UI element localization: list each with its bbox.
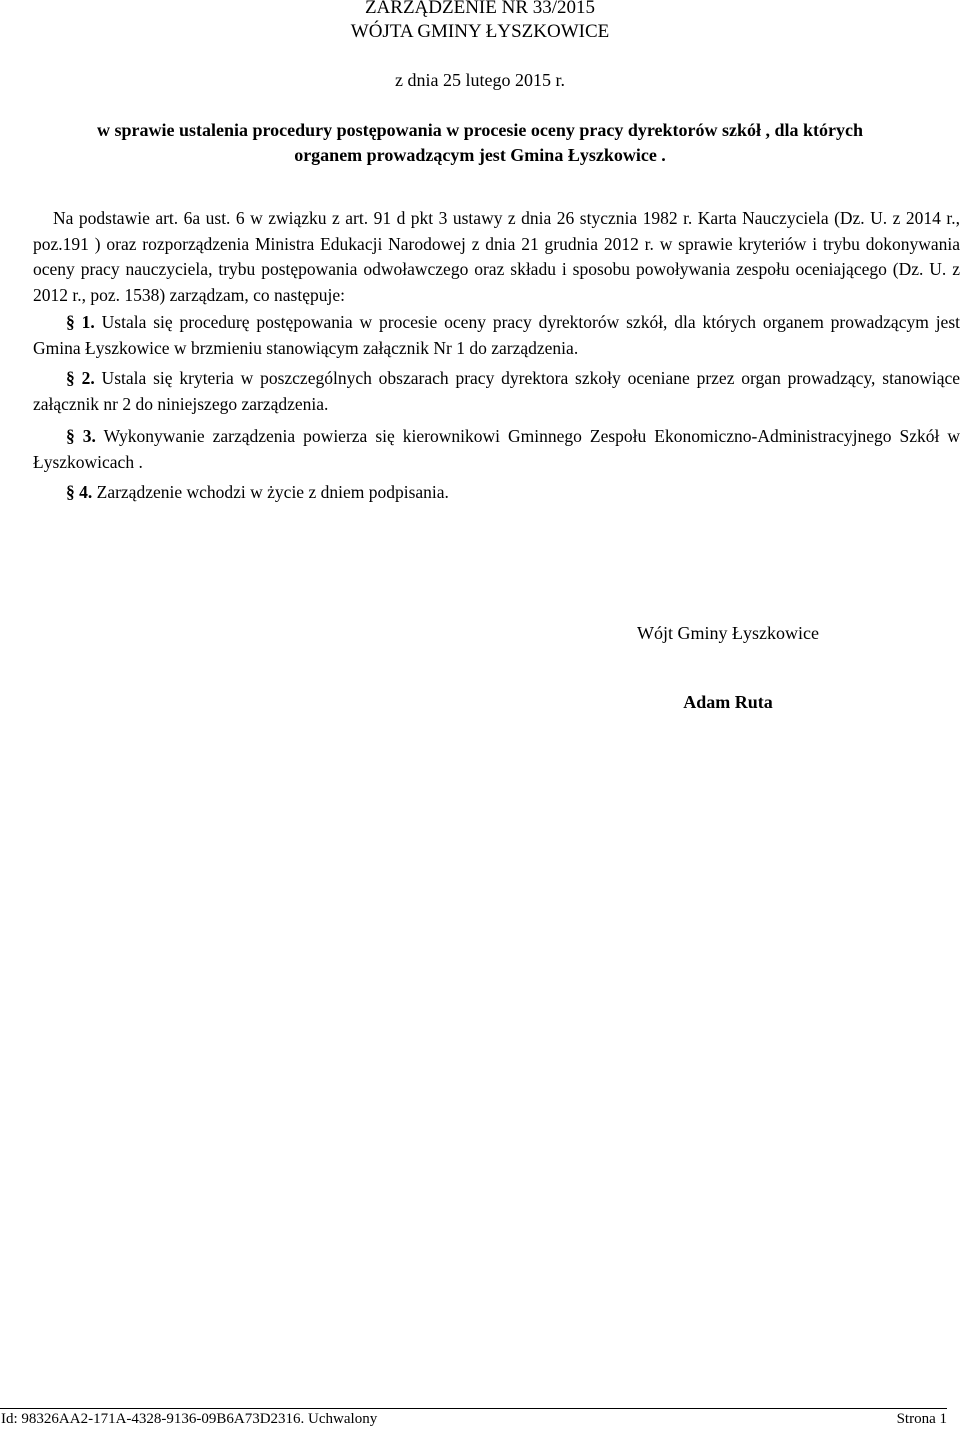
paragraph-number: § 3. [66, 426, 96, 446]
page-footer [0, 1408, 947, 1429]
paragraph-text: Ustala się procedurę postępowania w procesie oceny pracy dyrektorów szkół, dla których organem prowadzącym jest Gmina Łyszkowice w brzmieniu stanowiącym załącznik Nr 1 do zarządzenia. [33, 312, 960, 358]
paragraph-3 [33, 424, 960, 475]
paragraph-text: Zarządzenie wchodzi w życie z dniem podpisania. [92, 482, 449, 502]
paragraph-2 [33, 366, 960, 417]
document-id: Id: 98326AA2-171A-4328-9136-09B6A73D2316. Uchwalony [1, 1411, 378, 1427]
document-title [0, 0, 960, 44]
paragraph-number: § 1. [66, 312, 95, 332]
preamble: Na podstawie art. 6a ust. 6 w związku z art. 91 d pkt 3 ustawy z dnia 26 stycznia 1982 r. Karta Nauczyciela (Dz. U. z 2014 r., poz.191 ) oraz rozporządzenia Ministra Edukacji Narodowej z dnia 21 grudnia 2012 r. w sprawie kryteriów i trybu dokonywania oceny pracy nauczyciela, trybu postępowania odwoławczego oraz składu i sposobu powoływania zespołu oceniającego (Dz. U. z 2012 r., poz. 1538) zarządzam, co następuje: [33, 208, 960, 305]
subject-line-2: organem prowadzącym jest Gmina Łyszkowice . [294, 145, 666, 165]
paragraph-number: § 2. [66, 368, 95, 388]
title-line-2: WÓJTA GMINY ŁYSZKOWICE [350, 21, 610, 42]
document-subject [0, 118, 960, 168]
title-line-1: ZARZĄDZENIE NR 33/2015 [364, 0, 596, 18]
paragraph-1 [33, 310, 960, 361]
signatory-name: Adam Ruta [683, 692, 773, 712]
signatory-title: Wójt Gminy Łyszkowice [637, 623, 819, 643]
paragraph-4 [33, 480, 960, 506]
paragraph-number: § 4. [66, 482, 93, 502]
document-date: z dnia 25 lutego 2015 r. [395, 70, 565, 90]
page-number: Strona 1 [896, 1411, 947, 1427]
paragraph-text: Ustala się kryteria w poszczególnych obszarach pracy dyrektora szkoły oceniane przez organ prowadzący, stanowiące załącznik nr 2 do niniejszego zarządzenia. [33, 368, 960, 414]
subject-line-1: w sprawie ustalenia procedury postępowania w procesie oceny pracy dyrektorów szkół , dla których [97, 120, 863, 140]
paragraph-text: Wykonywanie zarządzenia powierza się kierownikowi Gminnego Zespołu Ekonomiczno-Administracyjnego Szkół w Łyszkowicach . [33, 426, 960, 472]
